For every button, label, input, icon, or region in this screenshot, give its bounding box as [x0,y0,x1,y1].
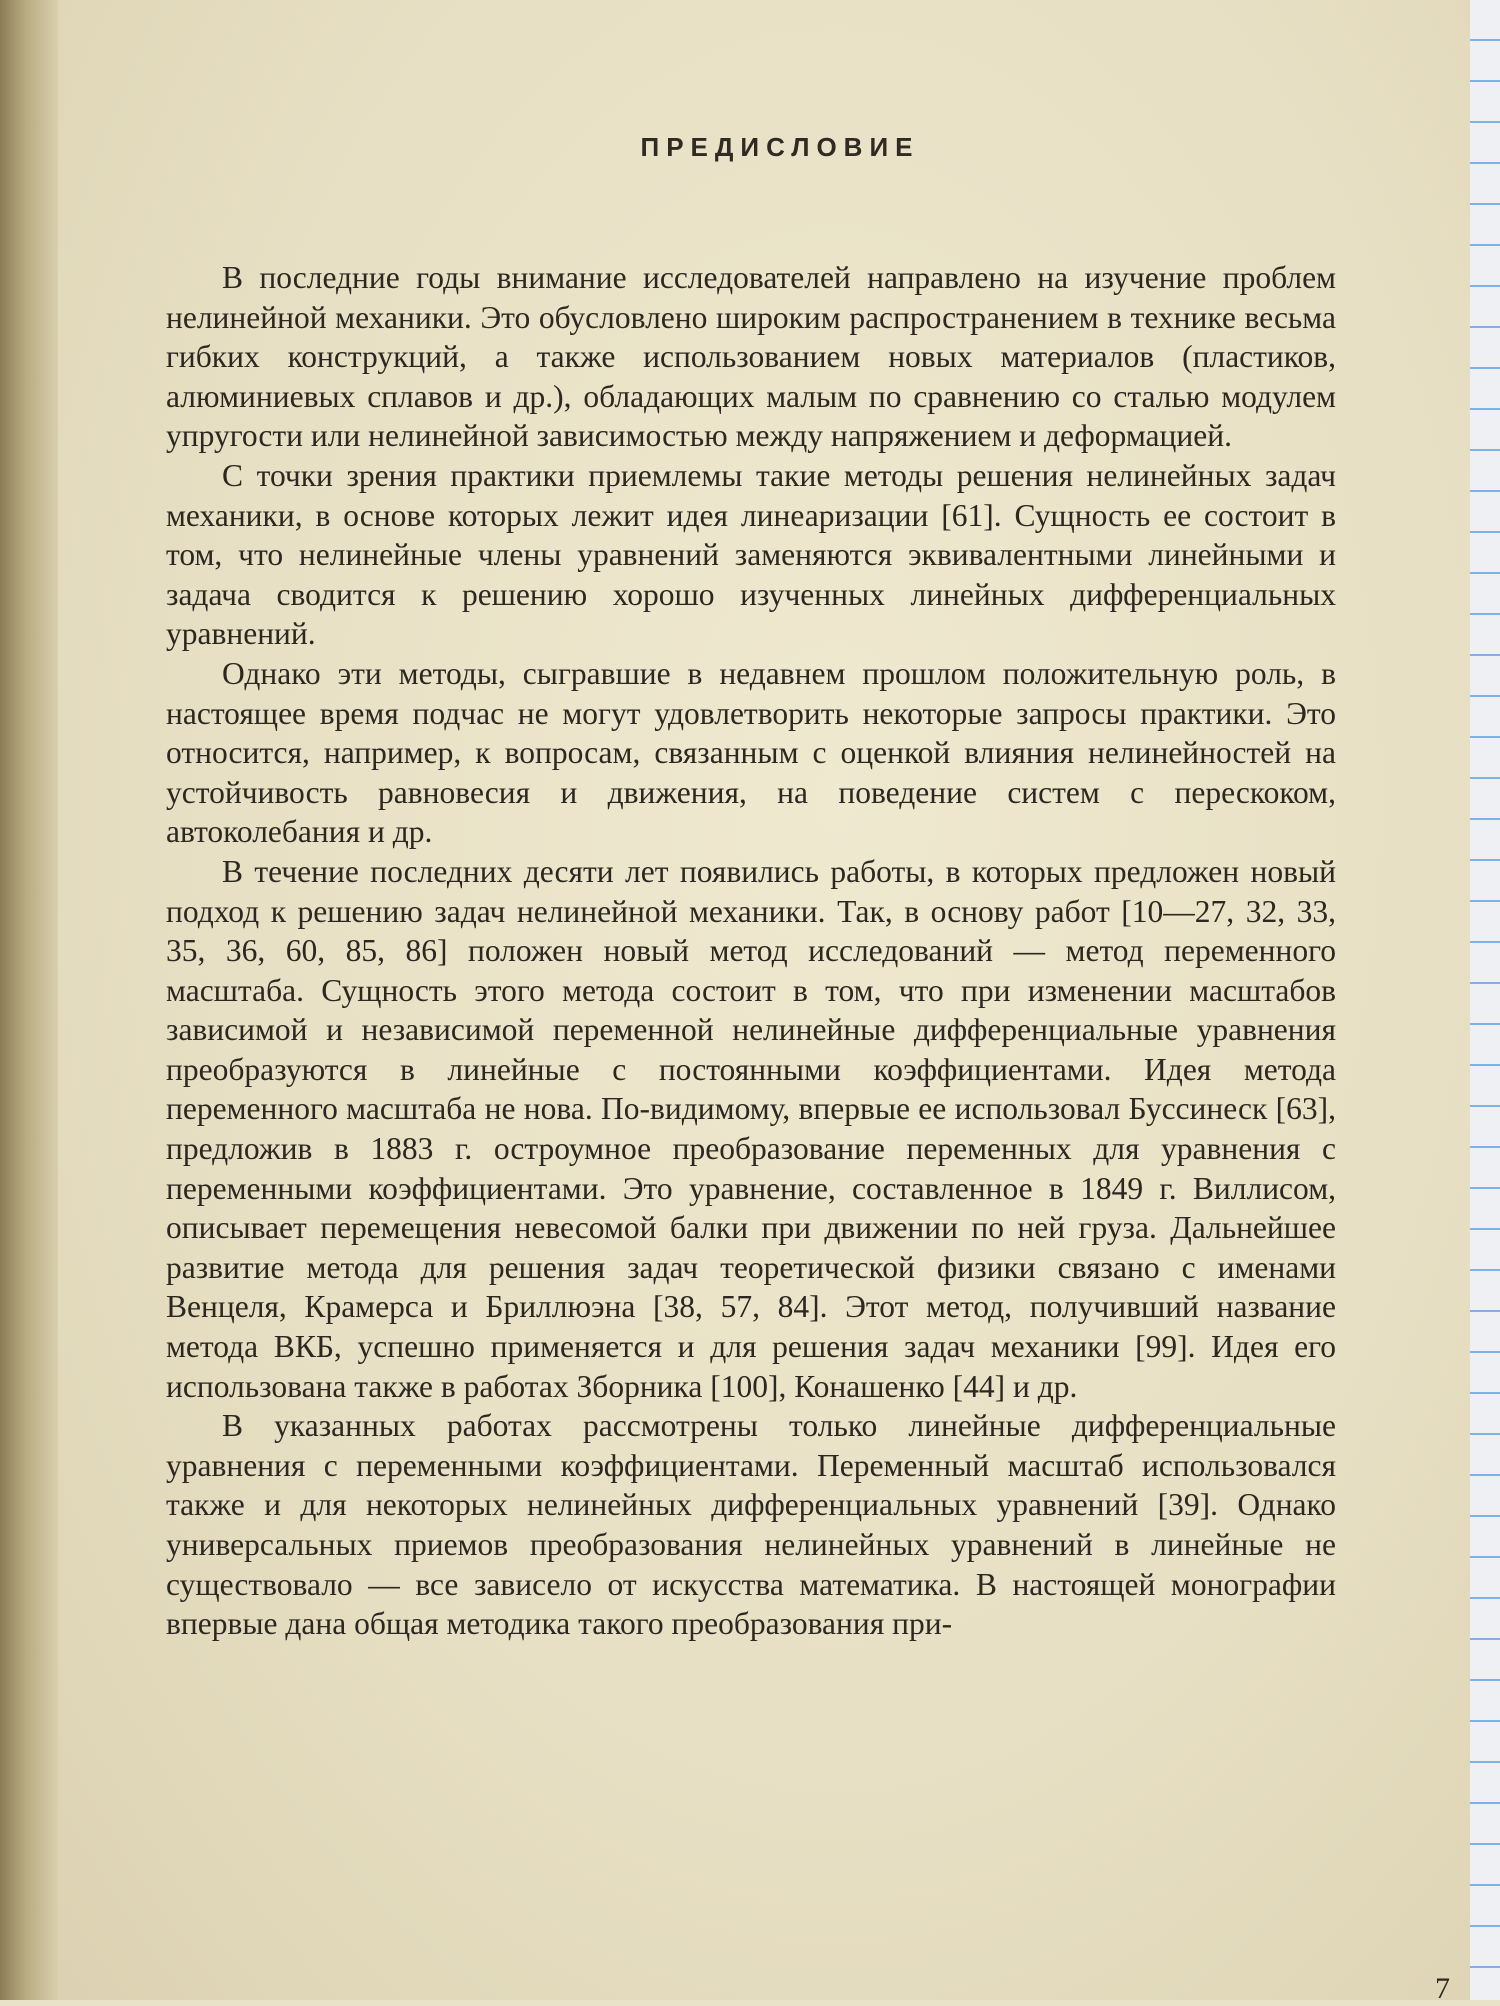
paragraph: В течение последних десяти лет появились работы, в которых предложен новый подход к решению задач нелинейной механики. Так, в основу работ [10—27, 32, 33, 35, 36, 60, 85, 86] положен новый метод исследований — метод переменного масштаба. Сущность этого метода состоит в том, что при изменении масштабов зависимой и независимой переменной нелинейные дифференциальные уравнения преобразуются в линейные с постоянными коэффициентами. Идея метода переменного масштаба не нова. По-видимому, впервые ее использовал Буссинеск [63], предложив в 1883 г. остроумное преобразование переменных для уравнения с переменными коэффициентами. Это уравнение, составленное в 1849 г. Виллисом, описывает перемещения невесомой балки при движении по ней груза. Дальнейшее развитие метода для решения задач теоретической физики связано с именами Венцеля, Крамерса и Бриллюэна [38, 57, 84]. Этот метод, получивший название метода ВКБ, успешно применяется и для решения задач механики [99]. Идея его использована также в работах Зборника [100], Конашенко [44] и др. [166,853,1336,1404]
paragraph: В последние годы внимание исследователей направлено на изучение проблем нелинейной механики. Это обусловлено широким распространением в технике весьма гибких конструкций, а также использованием новых материалов (пластиков, алюминиевых сплавов и др.), обладающих малым по сравнению со сталью модулем упругости или нелинейной зависимостью между напряжением и деформацией. [166,260,1336,454]
book-gutter [0,0,58,2000]
notebook-edge [1470,0,1500,2000]
page-title: ПРЕДИСЛОВИЕ [640,132,920,162]
paragraph: С точки зрения практики приемлемы такие методы решения нелинейных задач механики, в основе которых лежит идея линеаризации [61]. Сущность ее состоит в том, что нелинейные члены уравнений заменяются эквивалентными линейными и задача сводится к решению хорошо изученных линейных дифференциальных уравнений. [166,457,1336,652]
body-text [166,258,1336,1644]
page-number: 7 [1435,1972,1450,2005]
paragraph: В указанных работах рассмотрены только линейные дифференциальные уравнения с переменными коэффициентами. Переменный масштаб использовался также и для некоторых нелинейных дифференциальных уравнений [39]. Однако универсальных приемов преобразования нелинейных уравнений в линейные не существовало — все зависело от искусства математика. В настоящей монографии впервые дана общая методика такого преобразования при- [166,1408,1336,1642]
paragraph: Однако эти методы, сыгравшие в недавнем прошлом положительную роль, в настоящее время подчас не могут удовлетворить некоторые запросы практики. Это относится, например, к вопросам, связанным с оценкой влияния нелинейностей на устойчивость равновесия и движения, на поведение систем с перескоком, автоколебания и др. [166,655,1336,850]
